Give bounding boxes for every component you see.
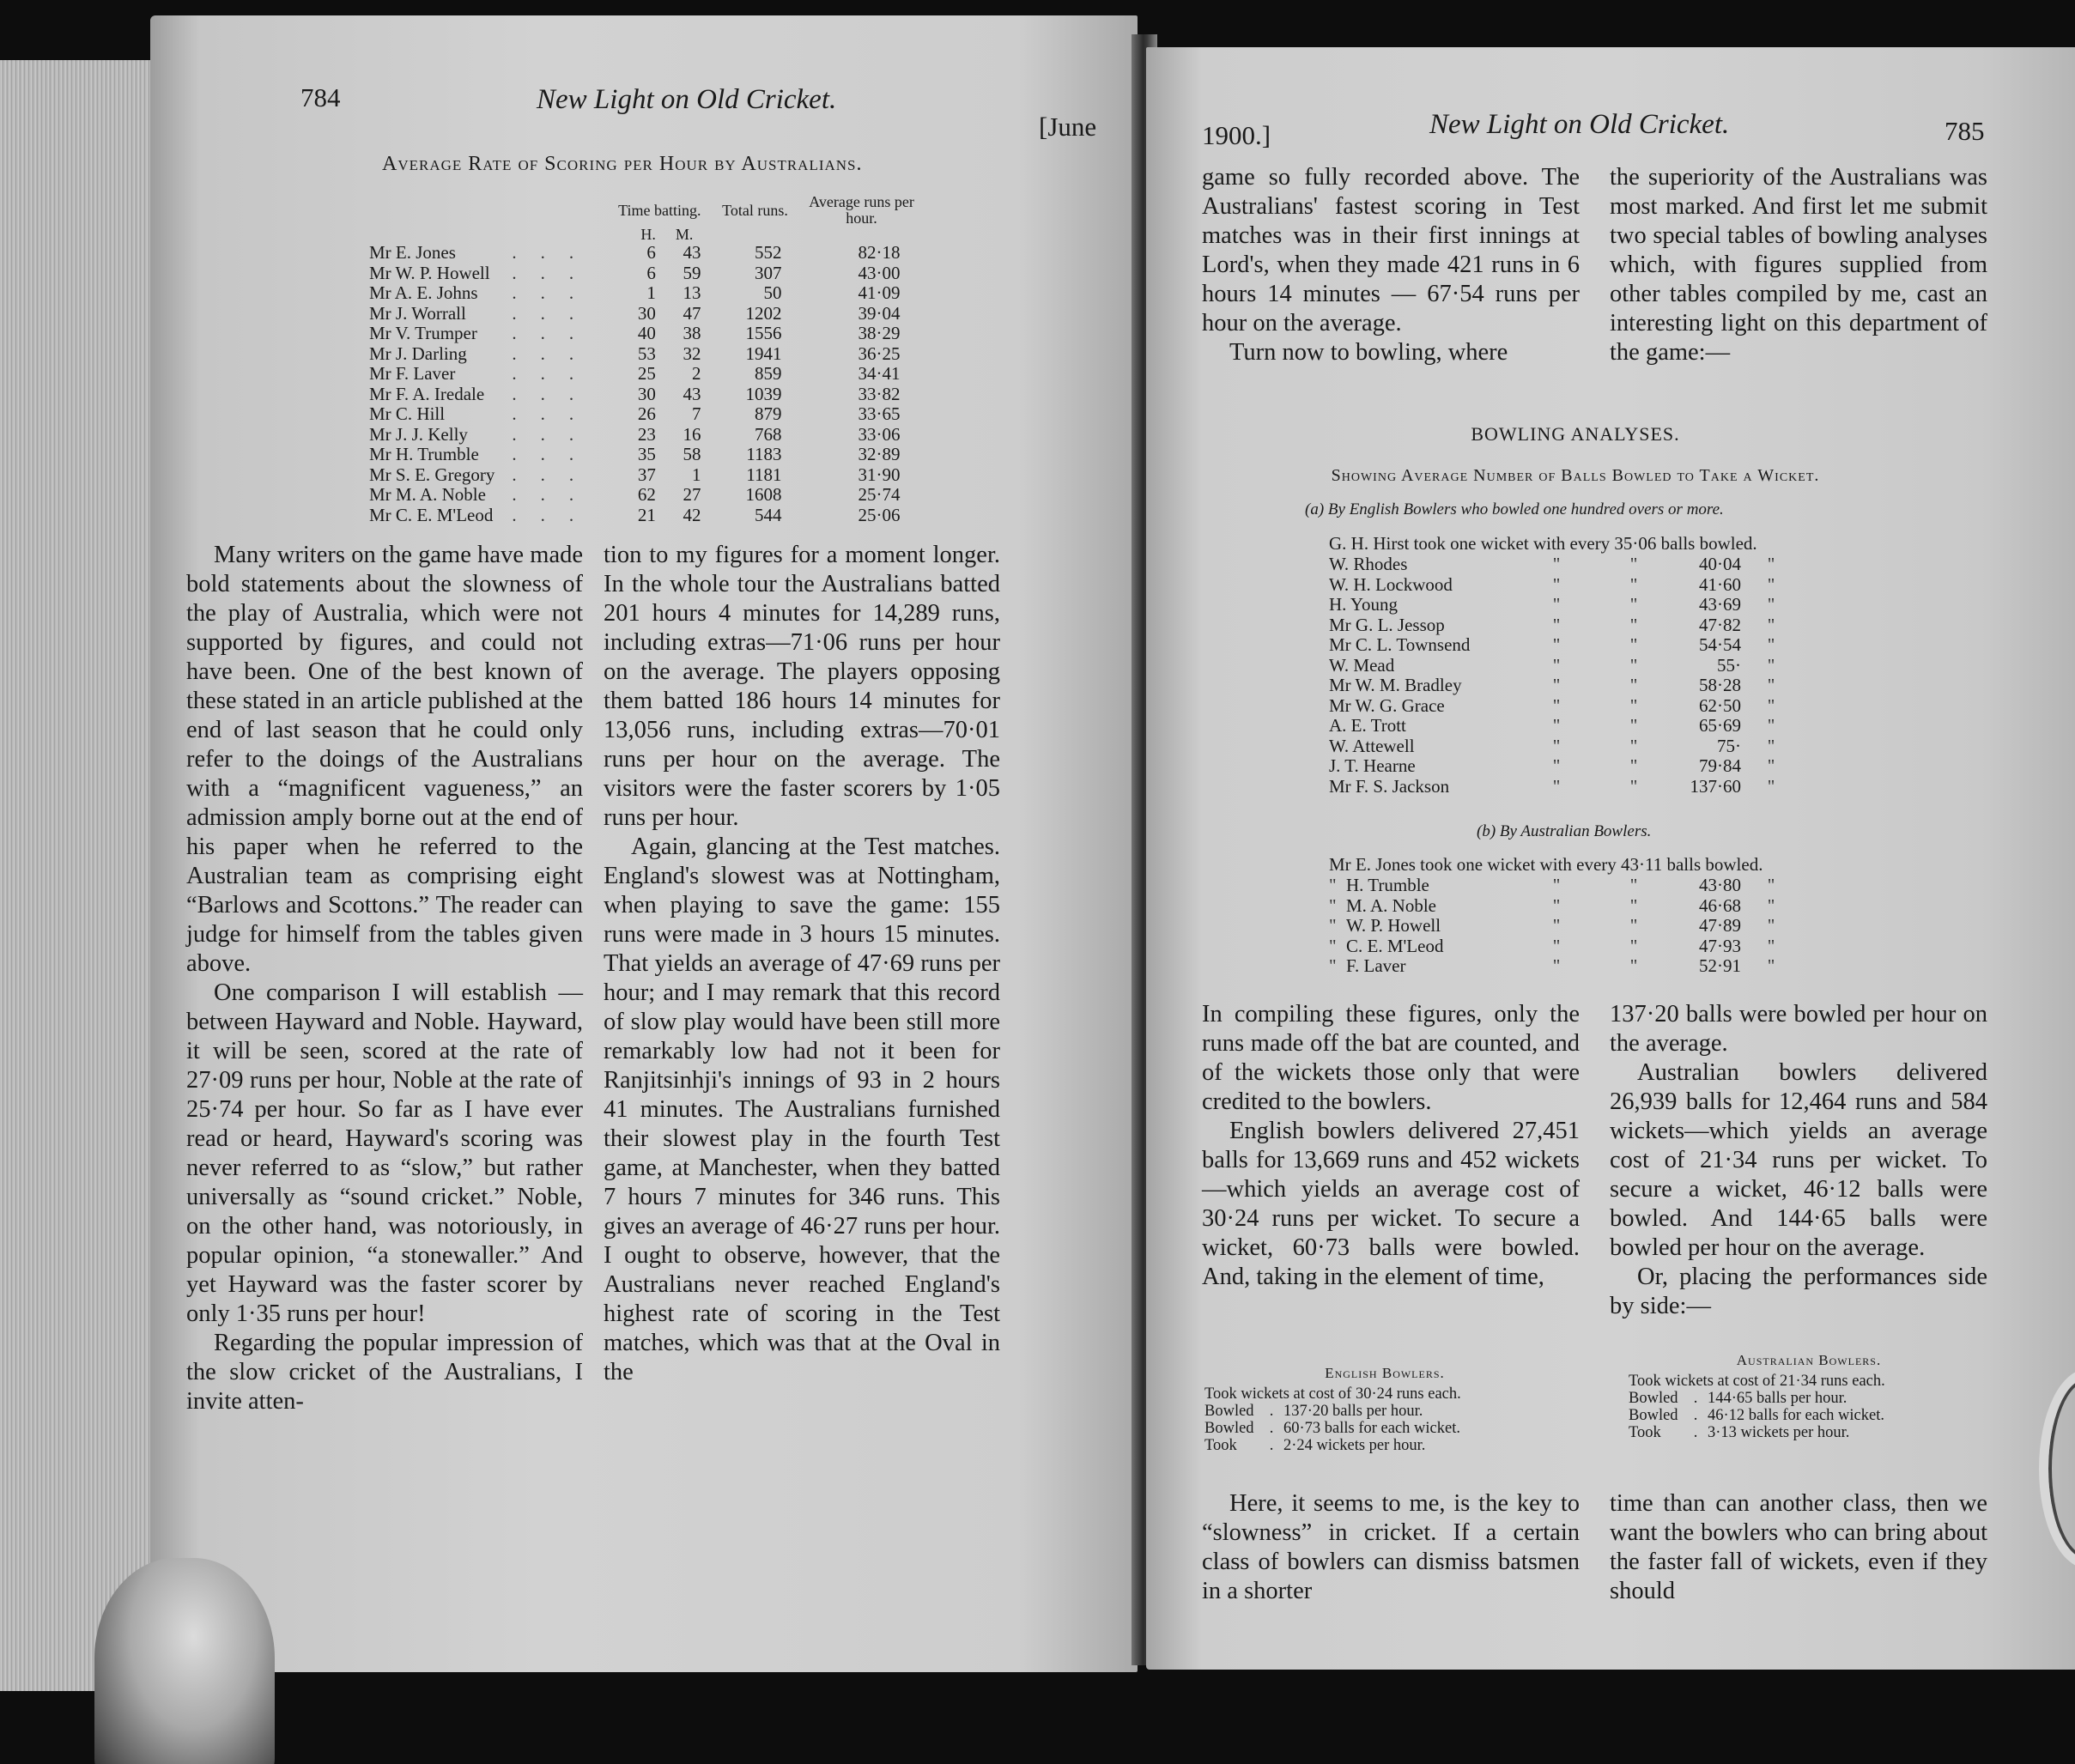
minutes-cell: 32 bbox=[683, 342, 701, 364]
balls-per-wicket-cell: 43·69 bbox=[1699, 594, 1741, 615]
ditto-mark: " bbox=[1629, 614, 1638, 635]
scoring-table-subheader-row bbox=[369, 227, 918, 243]
ditto-mark: " bbox=[1767, 775, 1775, 797]
leader-dot: . bbox=[1269, 1420, 1274, 1437]
hours-cell: 1 bbox=[646, 282, 656, 303]
leader-dot: . bbox=[1693, 1407, 1698, 1424]
ditto-mark: " bbox=[1767, 715, 1775, 736]
right-page bbox=[1146, 47, 2075, 1670]
date-mark: 1900.] bbox=[1202, 120, 1271, 150]
ditto-mark: " bbox=[1767, 675, 1775, 695]
bowler-row bbox=[1329, 615, 1801, 636]
hours-cell: 30 bbox=[637, 302, 656, 324]
table-row bbox=[369, 364, 918, 385]
comparison-verb: Bowled bbox=[1204, 1403, 1254, 1420]
ditto-mark: " bbox=[1329, 935, 1337, 956]
ditto-mark: " bbox=[1767, 614, 1775, 635]
ditto-mark: " bbox=[1767, 554, 1775, 574]
paragraph: Here, it seems to me, is the key to “slowness” in cricket. If a certain class of bowlers can dismiss batsmen in a shorter bbox=[1202, 1490, 1580, 1604]
hours-cell: 30 bbox=[637, 383, 656, 404]
ditto-mark: " bbox=[1552, 955, 1561, 976]
batsman-name: Mr A. E. Johns bbox=[369, 282, 478, 303]
ditto-mark: " bbox=[1329, 915, 1337, 936]
minutes-cell: 59 bbox=[683, 262, 701, 283]
leader-dots: ... bbox=[512, 504, 598, 525]
paragraph: tion to my figures for a moment longer. In the whole tour the Australians batted 201 hours 4 minutes for 14,289 runs, including extras—71·06 runs per hour on the average. The players opposing them batted 186 hours 14 minutes for 13,056 runs, including extras—70·01 runs per hour on the average. The visitors were the faster scorers by 1·05 runs per hour. bbox=[604, 542, 1000, 831]
left-column-2 bbox=[604, 541, 1000, 1387]
bowler-name: M. A. Noble bbox=[1346, 894, 1436, 916]
hours-cell: 37 bbox=[637, 464, 656, 485]
table-row bbox=[369, 283, 918, 304]
minutes-cell: 16 bbox=[683, 423, 701, 445]
english-comparison bbox=[1204, 1365, 1565, 1454]
ditto-mark: " bbox=[1552, 875, 1561, 895]
comparison-verb: Bowled bbox=[1204, 1420, 1254, 1437]
balls-per-wicket-cell: 65·69 bbox=[1699, 715, 1741, 736]
ditto-mark: " bbox=[1552, 915, 1561, 936]
hours-cell: 62 bbox=[637, 484, 656, 505]
table-row bbox=[369, 243, 918, 264]
batsman-name: Mr C. Hill bbox=[369, 403, 446, 424]
comparison-first-line: Took wickets at cost of 30·24 runs each. bbox=[1204, 1385, 1461, 1403]
table-row bbox=[369, 485, 918, 506]
paragraph: English bowlers delivered 27,451 balls for 13,669 runs and 452 wickets—which yields an average cost of 30·24 runs per wicket. To secure a wicket, 60·73 balls were bowled. And, taking in the element of time, bbox=[1202, 1118, 1580, 1290]
total-runs-cell: 544 bbox=[755, 504, 782, 525]
bowling-subheading: Showing Average Number of Balls Bowled to Take a Wicket. bbox=[1331, 466, 1820, 485]
leader-dots: ... bbox=[512, 342, 598, 364]
batsman-name: Mr H. Trumble bbox=[369, 444, 479, 464]
comparison-first-line: Took wickets at cost of 21·34 runs each. bbox=[1629, 1373, 1885, 1390]
hours-cell: 26 bbox=[637, 403, 656, 424]
ditto-mark: " bbox=[1629, 935, 1638, 956]
hours-cell: 6 bbox=[646, 262, 656, 283]
comparison-caption: English Bowlers. bbox=[1325, 1365, 1445, 1381]
right-bottom-column-2 bbox=[1610, 1489, 1987, 1606]
page-number: 784 bbox=[300, 82, 341, 112]
leader-dots: ... bbox=[512, 423, 598, 445]
bowler-name: W. Mead bbox=[1329, 654, 1395, 676]
bowler-row bbox=[1329, 635, 1801, 656]
australian-bowling-table bbox=[1329, 876, 1801, 977]
balls-per-wicket-cell: 43·80 bbox=[1699, 875, 1741, 895]
minutes-cell: 2 bbox=[692, 363, 701, 384]
paragraph: Australian bowlers delivered 26,939 balls for 12,464 runs and 584 wickets—which yields an average cost of 21·34 runs per wicket. To secure a wicket, 46·12 balls were bowled. And 144·65 balls were bowled per hour on the average. bbox=[1610, 1059, 1987, 1261]
col-m-header: M. bbox=[675, 226, 694, 243]
avg-runs-cell: 41·09 bbox=[858, 282, 901, 303]
col-avg-header: Average runs per hour. bbox=[809, 193, 914, 227]
bowler-name: W. P. Howell bbox=[1346, 915, 1441, 936]
english-bowling-table bbox=[1329, 555, 1801, 797]
batsman-name: Mr J. J. Kelly bbox=[369, 423, 468, 445]
ditto-mark: " bbox=[1629, 915, 1638, 936]
ditto-mark: " bbox=[1767, 875, 1775, 895]
leader-dots: ... bbox=[512, 444, 598, 464]
header-spacer bbox=[369, 194, 512, 227]
total-runs-cell: 1202 bbox=[745, 302, 782, 324]
avg-runs-cell: 34·41 bbox=[858, 363, 901, 384]
bowler-row bbox=[1329, 555, 1801, 575]
leader-dots: ... bbox=[512, 323, 598, 343]
col-h-header: H. bbox=[640, 226, 656, 243]
ditto-mark: " bbox=[1552, 675, 1561, 695]
bowler-name: Mr C. L. Townsend bbox=[1329, 634, 1471, 655]
total-runs-cell: 307 bbox=[755, 262, 782, 283]
col-total-header: Total runs. bbox=[722, 201, 788, 219]
bowler-row bbox=[1329, 916, 1801, 937]
scoring-table bbox=[369, 194, 918, 525]
avg-runs-cell: 33·06 bbox=[858, 423, 901, 445]
paragraph: Regarding the popular impression of the slow cricket of the Australians, I invite atten- bbox=[186, 1330, 583, 1415]
paragraph: Or, placing the performances side by side:— bbox=[1610, 1264, 1987, 1319]
ditto-mark: " bbox=[1629, 735, 1638, 756]
leader-dot: . bbox=[1269, 1437, 1274, 1454]
balls-per-wicket-cell: 40·04 bbox=[1699, 554, 1741, 574]
comparison-text: 3·13 wickets per hour. bbox=[1708, 1424, 1850, 1441]
ditto-mark: " bbox=[1629, 894, 1638, 916]
ditto-mark: " bbox=[1629, 715, 1638, 736]
ditto-mark: " bbox=[1552, 775, 1561, 797]
hours-cell: 25 bbox=[637, 363, 656, 384]
total-runs-cell: 879 bbox=[755, 403, 782, 424]
ditto-mark: " bbox=[1552, 694, 1561, 716]
comparison-text: 2·24 wickets per hour. bbox=[1283, 1437, 1426, 1454]
ditto-mark: " bbox=[1552, 594, 1561, 615]
right-mid-column-1 bbox=[1202, 1000, 1580, 1292]
avg-runs-cell: 33·82 bbox=[858, 383, 901, 404]
table-row bbox=[369, 404, 918, 425]
table-row bbox=[369, 385, 918, 405]
batsman-name: Mr J. Darling bbox=[369, 342, 467, 364]
comparison-verb: Took bbox=[1204, 1437, 1237, 1454]
ditto-mark: " bbox=[1552, 554, 1561, 574]
ditto-mark: " bbox=[1629, 675, 1638, 695]
total-runs-cell: 1941 bbox=[745, 342, 782, 364]
ditto-mark: " bbox=[1552, 735, 1561, 756]
bowler-row bbox=[1329, 896, 1801, 917]
english-bowlers-caption: (a) By English Bowlers who bowled one hundred overs or more. bbox=[1305, 500, 1724, 518]
ditto-mark: " bbox=[1629, 875, 1638, 895]
minutes-cell: 43 bbox=[683, 383, 701, 404]
comparison-text: 46·12 balls for each wicket. bbox=[1708, 1407, 1884, 1424]
ditto-mark: " bbox=[1767, 654, 1775, 676]
balls-per-wicket-cell: 62·50 bbox=[1699, 694, 1741, 716]
comparison-caption-row bbox=[1204, 1365, 1565, 1385]
balls-per-wicket-cell: 54·54 bbox=[1699, 634, 1741, 655]
minutes-cell: 58 bbox=[683, 444, 701, 464]
leader-dots: ... bbox=[512, 464, 598, 485]
minutes-cell: 38 bbox=[683, 323, 701, 343]
bowler-row bbox=[1329, 716, 1801, 737]
col-time-header: Time batting. bbox=[618, 201, 701, 219]
hours-cell: 21 bbox=[637, 504, 656, 525]
bowler-row bbox=[1329, 656, 1801, 676]
total-runs-cell: 50 bbox=[763, 282, 782, 303]
avg-runs-cell: 25·06 bbox=[858, 504, 901, 525]
balls-per-wicket-cell: 47·89 bbox=[1699, 915, 1741, 936]
bowler-name: H. Trumble bbox=[1346, 875, 1429, 895]
avg-runs-cell: 25·74 bbox=[858, 484, 901, 505]
bowler-row bbox=[1329, 756, 1801, 777]
ditto-mark: " bbox=[1552, 634, 1561, 655]
balls-per-wicket-cell: 52·91 bbox=[1699, 955, 1741, 976]
batsman-name: Mr F. A. Iredale bbox=[369, 383, 485, 404]
comparison-text: 144·65 balls per hour. bbox=[1708, 1390, 1847, 1407]
paragraph: Many writers on the game have made bold statements about the slowness of the play of Australia, which were not supported by figures, and could not have been. One of the best known of these stated in an article published at the end of last season that he could only refer to the doings of the Australians with a “magnificent vagueness,” an admission amply borne out at the end of his paper when he referred to the Australian team as comprising eight “Barlows and Scottons.” The reader can judge for himself from the tables given above. bbox=[186, 542, 583, 977]
ditto-mark: " bbox=[1552, 755, 1561, 776]
ditto-mark: " bbox=[1552, 935, 1561, 956]
comparison-row bbox=[1204, 1437, 1565, 1454]
paragraph: Turn now to bowling, where bbox=[1229, 339, 1508, 366]
ditto-mark: " bbox=[1629, 955, 1638, 976]
english-first-line: G. H. Hirst took one wicket with every 35·06 balls bowled. bbox=[1329, 533, 1757, 554]
paragraph: 137·20 balls were bowled per hour on the average. bbox=[1610, 1001, 1987, 1057]
ditto-mark: " bbox=[1767, 735, 1775, 756]
ditto-mark: " bbox=[1629, 755, 1638, 776]
leader-dot: . bbox=[1693, 1390, 1698, 1407]
ditto-mark: " bbox=[1767, 573, 1775, 595]
australian-comparison bbox=[1629, 1352, 1989, 1441]
leader-dots: ... bbox=[512, 282, 598, 303]
running-title: New Light on Old Cricket. bbox=[537, 84, 837, 115]
bowler-row bbox=[1329, 595, 1801, 615]
ditto-mark: " bbox=[1629, 634, 1638, 655]
date-mark: [June bbox=[1039, 112, 1097, 142]
table-row bbox=[369, 264, 918, 284]
balls-per-wicket-cell: 47·93 bbox=[1699, 935, 1741, 956]
bowling-heading: BOWLING ANALYSES. bbox=[1471, 423, 1680, 445]
bowler-row bbox=[1329, 575, 1801, 596]
bowler-row bbox=[1329, 777, 1801, 797]
hours-cell: 23 bbox=[637, 423, 656, 445]
paragraph: Again, glancing at the Test matches. England's slowest was at Nottingham, when playing to save the game: 155 runs were made in 3 hours 15 minutes. That yields an average of 47·69 runs per hour; and I may remark that this record of slow play would have been still more remarkably low had not it been for Ranjitsinhji's innings of 93 in 2 hours 41 minutes. The Australians furnished their slowest play in the fourth Test game, at Manchester, when they batted 7 hours 7 minutes for 346 runs. This gives an average of 46·27 runs per hour. I ought to observe, however, that the Australians never reached England's highest rate of scoring in the Test matches, which was that at the Oval in the bbox=[604, 834, 1000, 1385]
avg-runs-cell: 43·00 bbox=[858, 262, 901, 283]
table-row bbox=[369, 425, 918, 446]
leader-dots: ... bbox=[512, 363, 598, 384]
hours-cell: 35 bbox=[637, 444, 656, 464]
ditto-mark: " bbox=[1552, 654, 1561, 676]
bowler-name: Mr F. S. Jackson bbox=[1329, 775, 1450, 797]
balls-per-wicket-cell: 47·82 bbox=[1699, 614, 1741, 635]
avg-runs-cell: 82·18 bbox=[858, 242, 901, 263]
bowler-name: W. H. Lockwood bbox=[1329, 573, 1453, 595]
comparison-row bbox=[1204, 1385, 1565, 1403]
ditto-mark: " bbox=[1629, 775, 1638, 797]
ditto-mark: " bbox=[1767, 915, 1775, 936]
left-column-1 bbox=[186, 541, 583, 1416]
ditto-mark: " bbox=[1767, 955, 1775, 976]
leader-dots: ... bbox=[512, 484, 598, 505]
paragraph: time than can another class, then we want the bowlers who can bring about the faster fall of wickets, even if they should bbox=[1610, 1490, 1987, 1604]
total-runs-cell: 1181 bbox=[746, 464, 782, 485]
hours-cell: 53 bbox=[637, 342, 656, 364]
bowler-name: J. T. Hearne bbox=[1329, 755, 1416, 776]
leader-dots: ... bbox=[512, 302, 598, 324]
table-row bbox=[369, 324, 918, 344]
bowler-name: W. Attewell bbox=[1329, 735, 1415, 756]
total-runs-cell: 1183 bbox=[746, 444, 782, 464]
scoring-table-header-row bbox=[369, 194, 918, 227]
table-row bbox=[369, 344, 918, 365]
leader-dot: . bbox=[1269, 1403, 1274, 1420]
table-row bbox=[369, 465, 918, 486]
balls-per-wicket-cell: 41·60 bbox=[1699, 573, 1741, 595]
bowler-row bbox=[1329, 876, 1801, 896]
ditto-mark: " bbox=[1552, 614, 1561, 635]
total-runs-cell: 1608 bbox=[745, 484, 782, 505]
page-number: 785 bbox=[1945, 116, 1985, 146]
avg-runs-cell: 38·29 bbox=[858, 323, 901, 343]
table-row bbox=[369, 445, 918, 465]
bowler-name: Mr W. G. Grace bbox=[1329, 694, 1445, 716]
balls-per-wicket-cell: 55· bbox=[1717, 654, 1741, 676]
comparison-verb: Bowled bbox=[1629, 1390, 1678, 1407]
ditto-mark: " bbox=[1552, 715, 1561, 736]
right-top-column-1 bbox=[1202, 163, 1580, 367]
ditto-mark: " bbox=[1767, 634, 1775, 655]
comparison-verb: Took bbox=[1629, 1424, 1661, 1441]
avg-runs-cell: 39·04 bbox=[858, 302, 901, 324]
leader-dots: ... bbox=[512, 383, 598, 404]
total-runs-cell: 1039 bbox=[745, 383, 782, 404]
paragraph: In compiling these figures, only the runs made off the bat are counted, and of the wickets those only that were credited to the bowlers. bbox=[1202, 1001, 1580, 1115]
page-edge-block bbox=[0, 60, 163, 1691]
ditto-mark: " bbox=[1552, 573, 1561, 595]
minutes-cell: 7 bbox=[692, 403, 701, 424]
ditto-mark: " bbox=[1329, 894, 1337, 916]
comparison-caption: Australian Bowlers. bbox=[1736, 1352, 1882, 1368]
bowler-row bbox=[1329, 737, 1801, 757]
table-row bbox=[369, 304, 918, 324]
batsman-name: Mr W. P. Howell bbox=[369, 262, 490, 283]
minutes-cell: 1 bbox=[692, 464, 701, 485]
comparison-text: 60·73 balls for each wicket. bbox=[1283, 1420, 1460, 1437]
ditto-mark: " bbox=[1629, 694, 1638, 716]
table-row bbox=[369, 506, 918, 526]
minutes-cell: 27 bbox=[683, 484, 701, 505]
ditto-mark: " bbox=[1329, 875, 1337, 895]
paragraph: the superiority of the Australians was most marked. And first let me submit two special tables of bowling analyses which, with figures supplied from other tables compiled by me, cast an interesting light on this department of the game:— bbox=[1610, 164, 1987, 366]
ditto-mark: " bbox=[1767, 935, 1775, 956]
comparison-caption-row bbox=[1629, 1352, 1989, 1373]
total-runs-cell: 552 bbox=[755, 242, 782, 263]
batsman-name: Mr M. A. Noble bbox=[369, 484, 486, 505]
ditto-mark: " bbox=[1767, 894, 1775, 916]
scoring-table-title: Average Rate of Scoring per Hour by Australians. bbox=[382, 153, 863, 175]
total-runs-cell: 768 bbox=[755, 423, 782, 445]
paragraph: One comparison I will establish — between Hayward and Noble. Hayward, it will be seen, scored at the rate of 27·09 runs per hour, Noble at the rate of 25·74 per hour. So far as I have ever read or heard, Hayward's scoring was never referred to as “slow,” but rather universally as “sound cricket.” Noble, on the other hand, was notoriously, in popular opinion, “a stonewaller.” And yet Hayward was the faster scorer by only 1·35 runs per hour! bbox=[186, 979, 583, 1327]
leader-dots: ... bbox=[512, 242, 598, 263]
minutes-cell: 42 bbox=[683, 504, 701, 525]
balls-per-wicket-cell: 79·84 bbox=[1699, 755, 1741, 776]
comparison-verb: Bowled bbox=[1629, 1407, 1678, 1424]
bowler-name: H. Young bbox=[1329, 594, 1398, 615]
australian-bowlers-caption: (b) By Australian Bowlers. bbox=[1477, 822, 1652, 840]
header-dots-spacer bbox=[512, 194, 598, 227]
paragraph: game so fully recorded above. The Australians' fastest scoring in Test matches was in their first innings at Lord's, when they made 421 runs in 6 hours 14 minutes — 67·54 runs per hour on the average. bbox=[1202, 164, 1580, 336]
ditto-mark: " bbox=[1629, 594, 1638, 615]
right-bottom-column-1 bbox=[1202, 1489, 1580, 1606]
balls-per-wicket-cell: 58·28 bbox=[1699, 675, 1741, 695]
total-runs-cell: 859 bbox=[755, 363, 782, 384]
batsman-name: Mr S. E. Gregory bbox=[369, 464, 495, 485]
balls-per-wicket-cell: 75· bbox=[1717, 735, 1741, 756]
minutes-cell: 43 bbox=[683, 242, 701, 263]
leader-dots: ... bbox=[512, 262, 598, 283]
ditto-mark: " bbox=[1329, 955, 1337, 976]
bowler-name: Mr W. M. Bradley bbox=[1329, 675, 1462, 695]
avg-runs-cell: 32·89 bbox=[858, 444, 901, 464]
bowler-name: W. Rhodes bbox=[1329, 554, 1408, 574]
comparison-row bbox=[1204, 1420, 1565, 1437]
running-title: New Light on Old Cricket. bbox=[1429, 109, 1730, 140]
batsman-name: Mr C. E. M'Leod bbox=[369, 504, 494, 525]
batsman-name: Mr V. Trumper bbox=[369, 323, 477, 343]
right-top-column-2 bbox=[1610, 163, 1987, 367]
avg-runs-cell: 36·25 bbox=[858, 342, 901, 364]
balls-per-wicket-cell: 137·60 bbox=[1690, 775, 1741, 797]
ditto-mark: " bbox=[1629, 654, 1638, 676]
australian-first-line: Mr E. Jones took one wicket with every 43·11 balls bowled. bbox=[1329, 854, 1763, 875]
comparison-row bbox=[1204, 1403, 1565, 1420]
leader-dot: . bbox=[1693, 1424, 1698, 1441]
comparison-row bbox=[1629, 1407, 1989, 1424]
bowler-row bbox=[1329, 937, 1801, 957]
bowler-name: F. Laver bbox=[1346, 955, 1406, 976]
comparison-row bbox=[1629, 1373, 1989, 1390]
ditto-mark: " bbox=[1767, 694, 1775, 716]
ditto-mark: " bbox=[1767, 594, 1775, 615]
hours-cell: 40 bbox=[637, 323, 656, 343]
bowler-name: C. E. M'Leod bbox=[1346, 935, 1444, 956]
batsman-name: Mr J. Worrall bbox=[369, 302, 466, 324]
bowler-row bbox=[1329, 696, 1801, 717]
left-page bbox=[150, 15, 1138, 1672]
ditto-mark: " bbox=[1629, 573, 1638, 595]
right-mid-column-2 bbox=[1610, 1000, 1987, 1321]
batsman-name: Mr F. Laver bbox=[369, 363, 456, 384]
thumb bbox=[94, 1558, 275, 1764]
ditto-mark: " bbox=[1767, 755, 1775, 776]
bowler-name: Mr G. L. Jessop bbox=[1329, 614, 1445, 635]
ditto-mark: " bbox=[1629, 554, 1638, 574]
ditto-mark: " bbox=[1552, 894, 1561, 916]
avg-runs-cell: 33·65 bbox=[858, 403, 901, 424]
comparison-row bbox=[1629, 1390, 1989, 1407]
minutes-cell: 47 bbox=[683, 302, 701, 324]
comparison-row bbox=[1629, 1424, 1989, 1441]
avg-runs-cell: 31·90 bbox=[858, 464, 901, 485]
minutes-cell: 13 bbox=[683, 282, 701, 303]
comparison-text: 137·20 balls per hour. bbox=[1283, 1403, 1423, 1420]
bowler-row bbox=[1329, 956, 1801, 977]
hours-cell: 6 bbox=[646, 242, 656, 263]
balls-per-wicket-cell: 46·68 bbox=[1699, 894, 1741, 916]
leader-dots: ... bbox=[512, 403, 598, 424]
bowler-row bbox=[1329, 676, 1801, 696]
bowler-name: A. E. Trott bbox=[1329, 715, 1406, 736]
batsman-name: Mr E. Jones bbox=[369, 242, 456, 263]
total-runs-cell: 1556 bbox=[745, 323, 782, 343]
